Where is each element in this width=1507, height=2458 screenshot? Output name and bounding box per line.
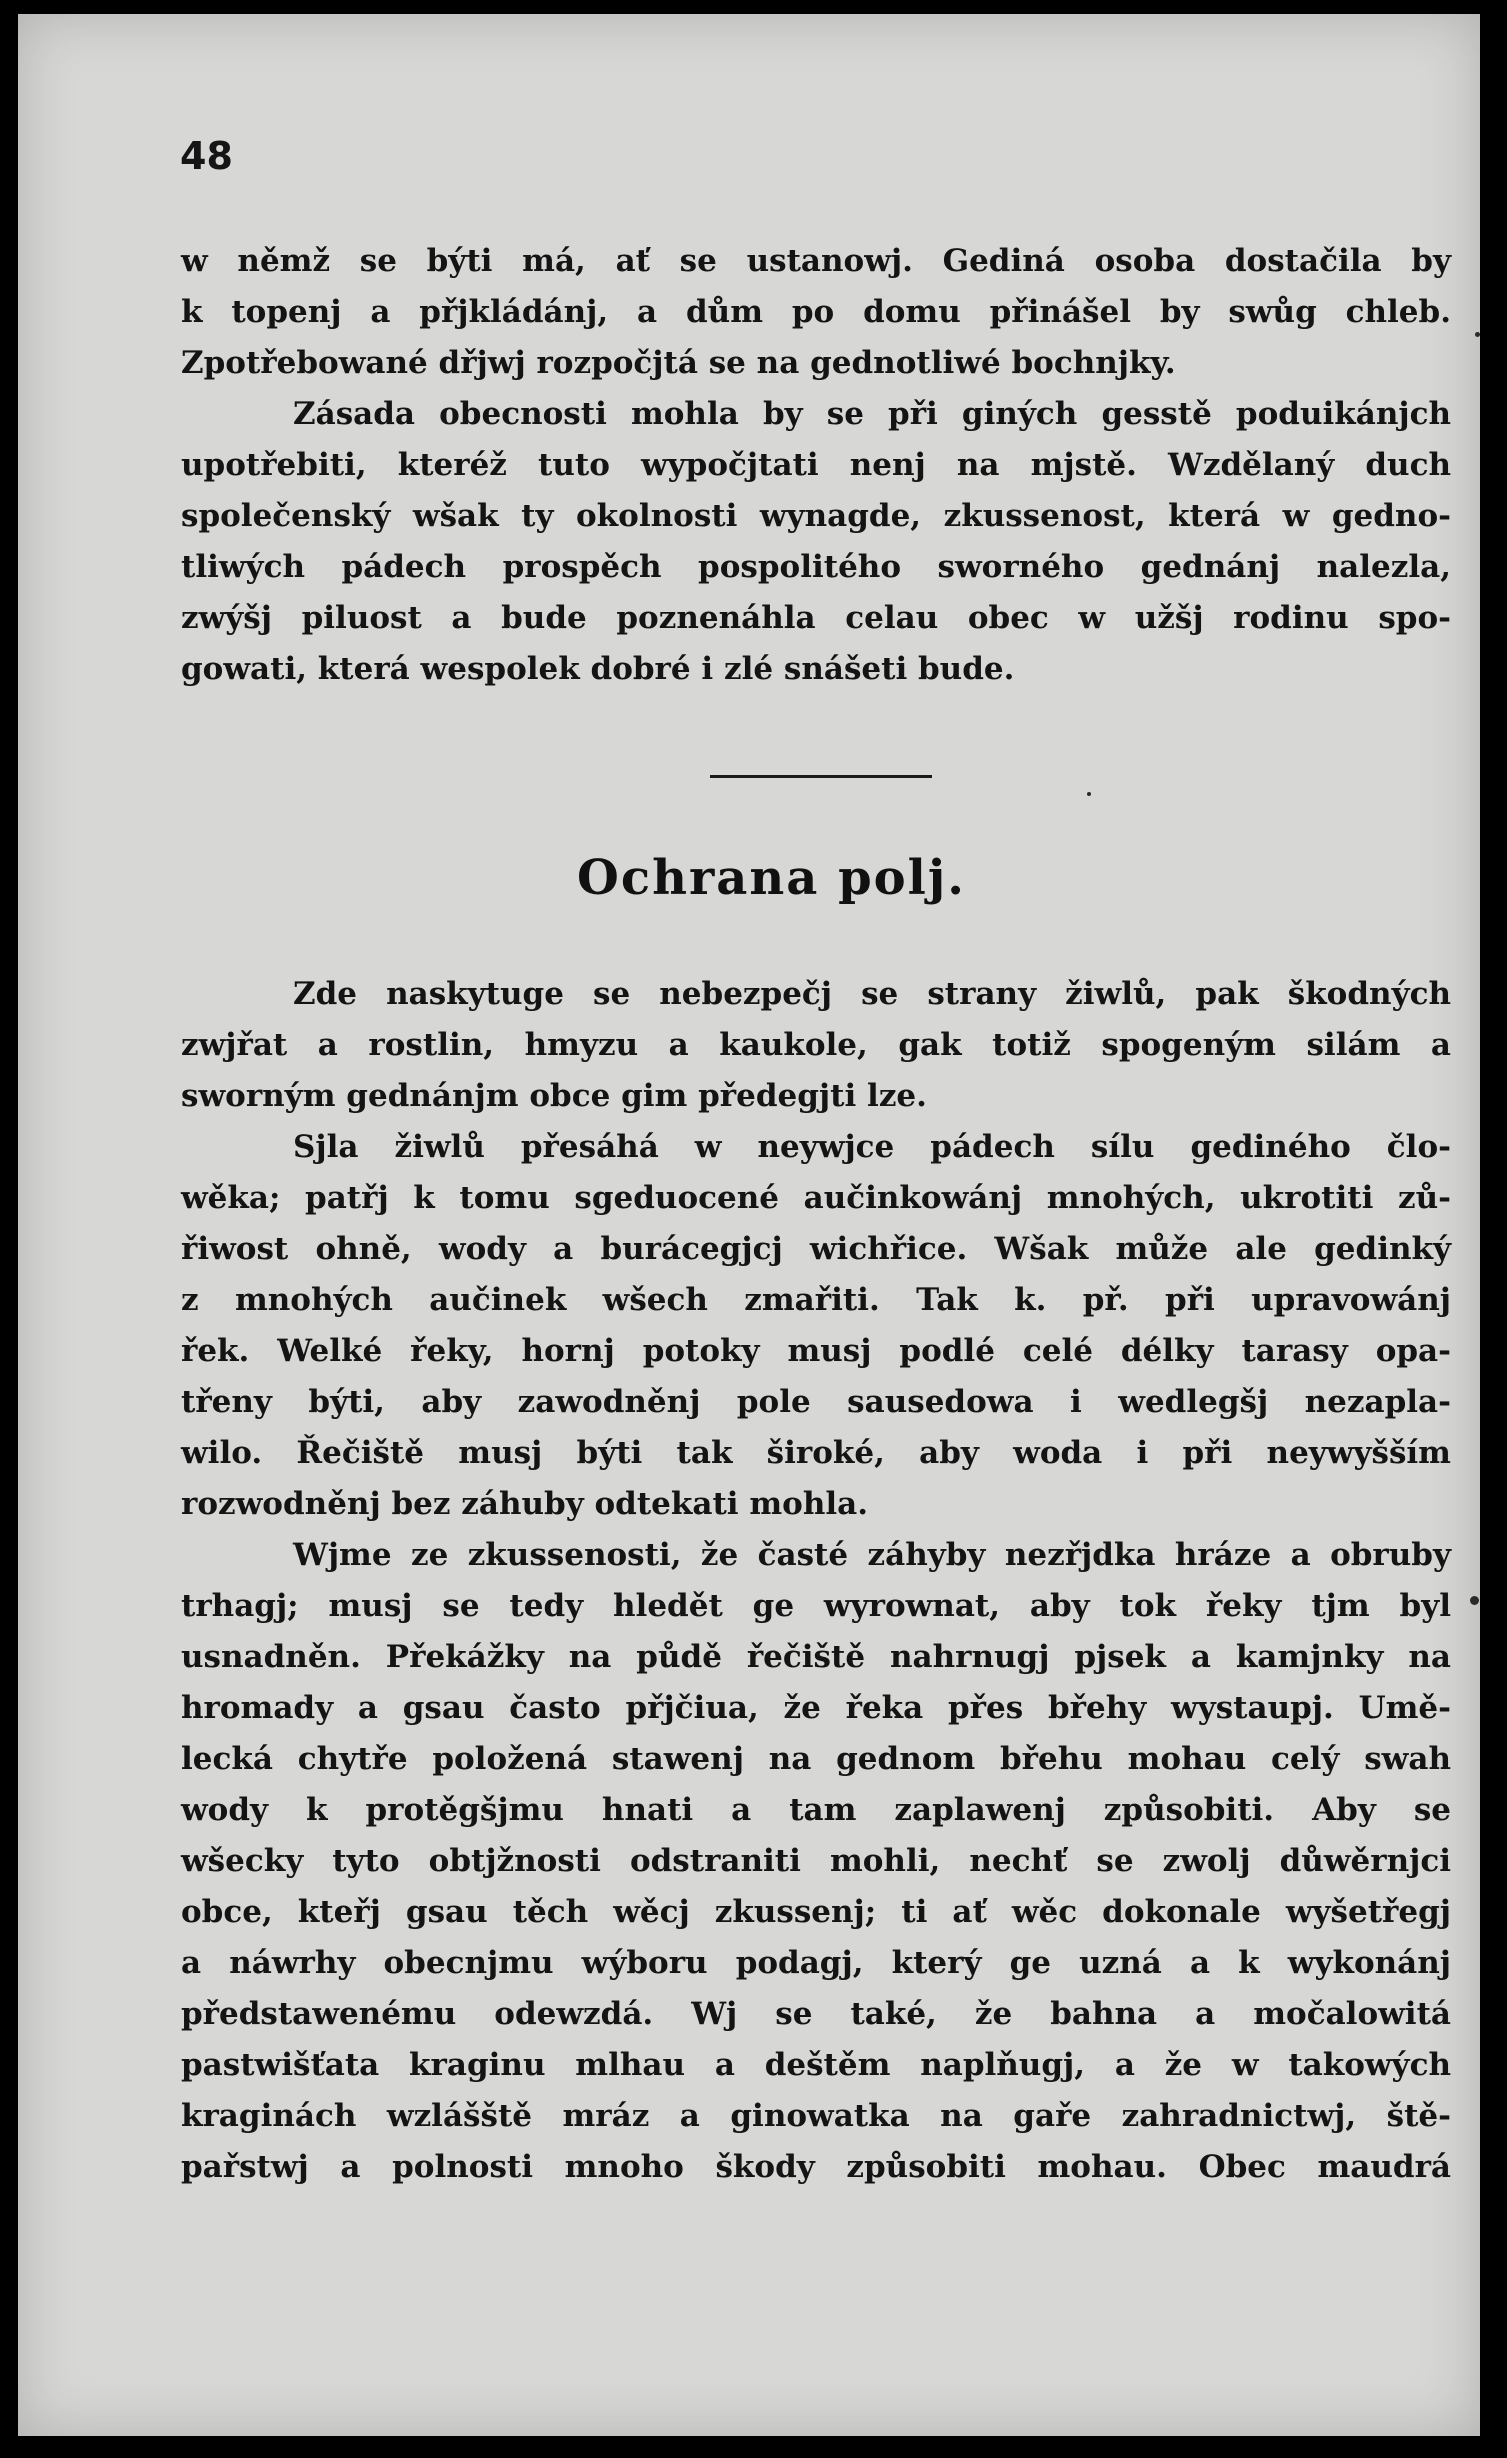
scan-speck [1470, 1596, 1479, 1605]
text-line: Zde naskytuge se nebezpečj se strany žiwlů, pak škodných [293, 976, 1451, 1012]
text-line: upotřebiti, kteréž tuto wypočjtati nenj na mjstě. Wzdělaný duch [181, 447, 1451, 483]
text-line: tliwých pádech prospěch pospolitého sworného gednánj nalezla, [181, 549, 1451, 585]
text-line: hromady a gsau často přjčiua, že řeka přes břehy wystaupj. Umě- [181, 1690, 1451, 1726]
text-line: pařstwj a polnosti mnoho škody způsobiti mohau. Obec maudrá [181, 2149, 1451, 2185]
text-line: k topenj a přjkládánj, a dům po domu přinášel by swůg chleb. [181, 294, 1451, 330]
text-line: Zásada obecnosti mohla by se při giných gesstě poduikánjch [293, 396, 1451, 432]
text-line: sworným gednánjm obce gim předegjti lze. [181, 1078, 927, 1114]
text-line: trhagj; musj se tedy hledět ge wyrownat, aby tok řeky tjm byl [181, 1588, 1451, 1624]
text-line: řek. Welké řeky, hornj potoky musj podlé celé délky tarasy opa- [181, 1333, 1451, 1369]
text-line: z mnohých aučinek wšech zmařiti. Tak k. př. při upravowánj [181, 1282, 1451, 1318]
paragraph-field-protection-text [181, 969, 1451, 2193]
section-divider [710, 775, 932, 778]
text-line: kraginách wzlášště mráz a ginowatka na gaře zahradnictwj, ště- [181, 2098, 1451, 2134]
text-line: zwjřat a rostlin, hmyzu a kaukole, gak totiž spogeným silám a [181, 1027, 1451, 1063]
text-line: společenský wšak ty okolnosti wynagde, zkussenost, která w gedno- [181, 498, 1451, 534]
text-line: Zpotřebowané dřjwj rozpočjtá se na gednotliwé bochnjky. [181, 345, 1176, 381]
text-line: obce, kteřj gsau těch wěcj zkussenj; ti ať wěc dokonale wyšetřegj [181, 1894, 1451, 1930]
text-line: řiwost ohně, wody a burácegjcj wichřice. Wšak může ale gedinký [181, 1231, 1451, 1267]
text-line: wody k protěgšjmu hnati a tam zaplawenj způsobiti. Aby se [181, 1792, 1451, 1828]
text-line: usnadněn. Překážky na půdě řečiště nahrnugj pjsek a kamjnky na [181, 1639, 1451, 1675]
text-line: gowati, která wespolek dobré i zlé snášeti bude. [181, 651, 1015, 687]
section-heading: Ochrana polj. [577, 850, 966, 906]
text-line: Wjme ze zkussenosti, že časté záhyby nezřjdka hráze a obruby [293, 1537, 1451, 1573]
page-number: 48 [180, 134, 233, 178]
scanned-page [18, 14, 1480, 2436]
text-line: předstawenému odewzdá. Wj se také, že bahna a močalowitá [181, 1996, 1451, 2032]
text-line: Sjla žiwlů přesáhá w neywjce pádech sílu gediného člo- [293, 1129, 1451, 1165]
text-line: rozwodněnj bez záhuby odtekati mohla. [181, 1486, 869, 1522]
text-line: lecká chytře položená stawenj na gednom břehu mohau celý swah [181, 1741, 1451, 1777]
text-line: a náwrhy obecnjmu wýboru podagj, který ge uzná a k wykonánj [181, 1945, 1451, 1981]
text-line: zwýšj piluost a bude poznenáhla celau obec w užšj rodinu spo- [181, 600, 1451, 636]
text-line: třeny býti, aby zawodněnj pole sausedowa i wedlegšj nezapla- [181, 1384, 1451, 1420]
text-line: pastwišťata kraginu mlhau a deštěm naplňugj, a že w takowých [181, 2047, 1451, 2083]
scan-speck [1087, 792, 1091, 796]
text-line: wěka; patřj k tomu sgeduocené aučinkowánj mnohých, ukrotiti zů- [181, 1180, 1451, 1216]
text-line: wilo. Řečiště musj býti tak široké, aby woda i při neywyšším [181, 1435, 1451, 1471]
text-line: w němž se býti má, ať se ustanowj. Gediná osoba dostačila by [181, 243, 1451, 279]
scan-speck [1475, 332, 1480, 337]
paragraph-intro-text [181, 236, 1451, 695]
text-line: wšecky tyto obtjžnosti odstraniti mohli, nechť se zwolj důwěrnjci [181, 1843, 1451, 1879]
